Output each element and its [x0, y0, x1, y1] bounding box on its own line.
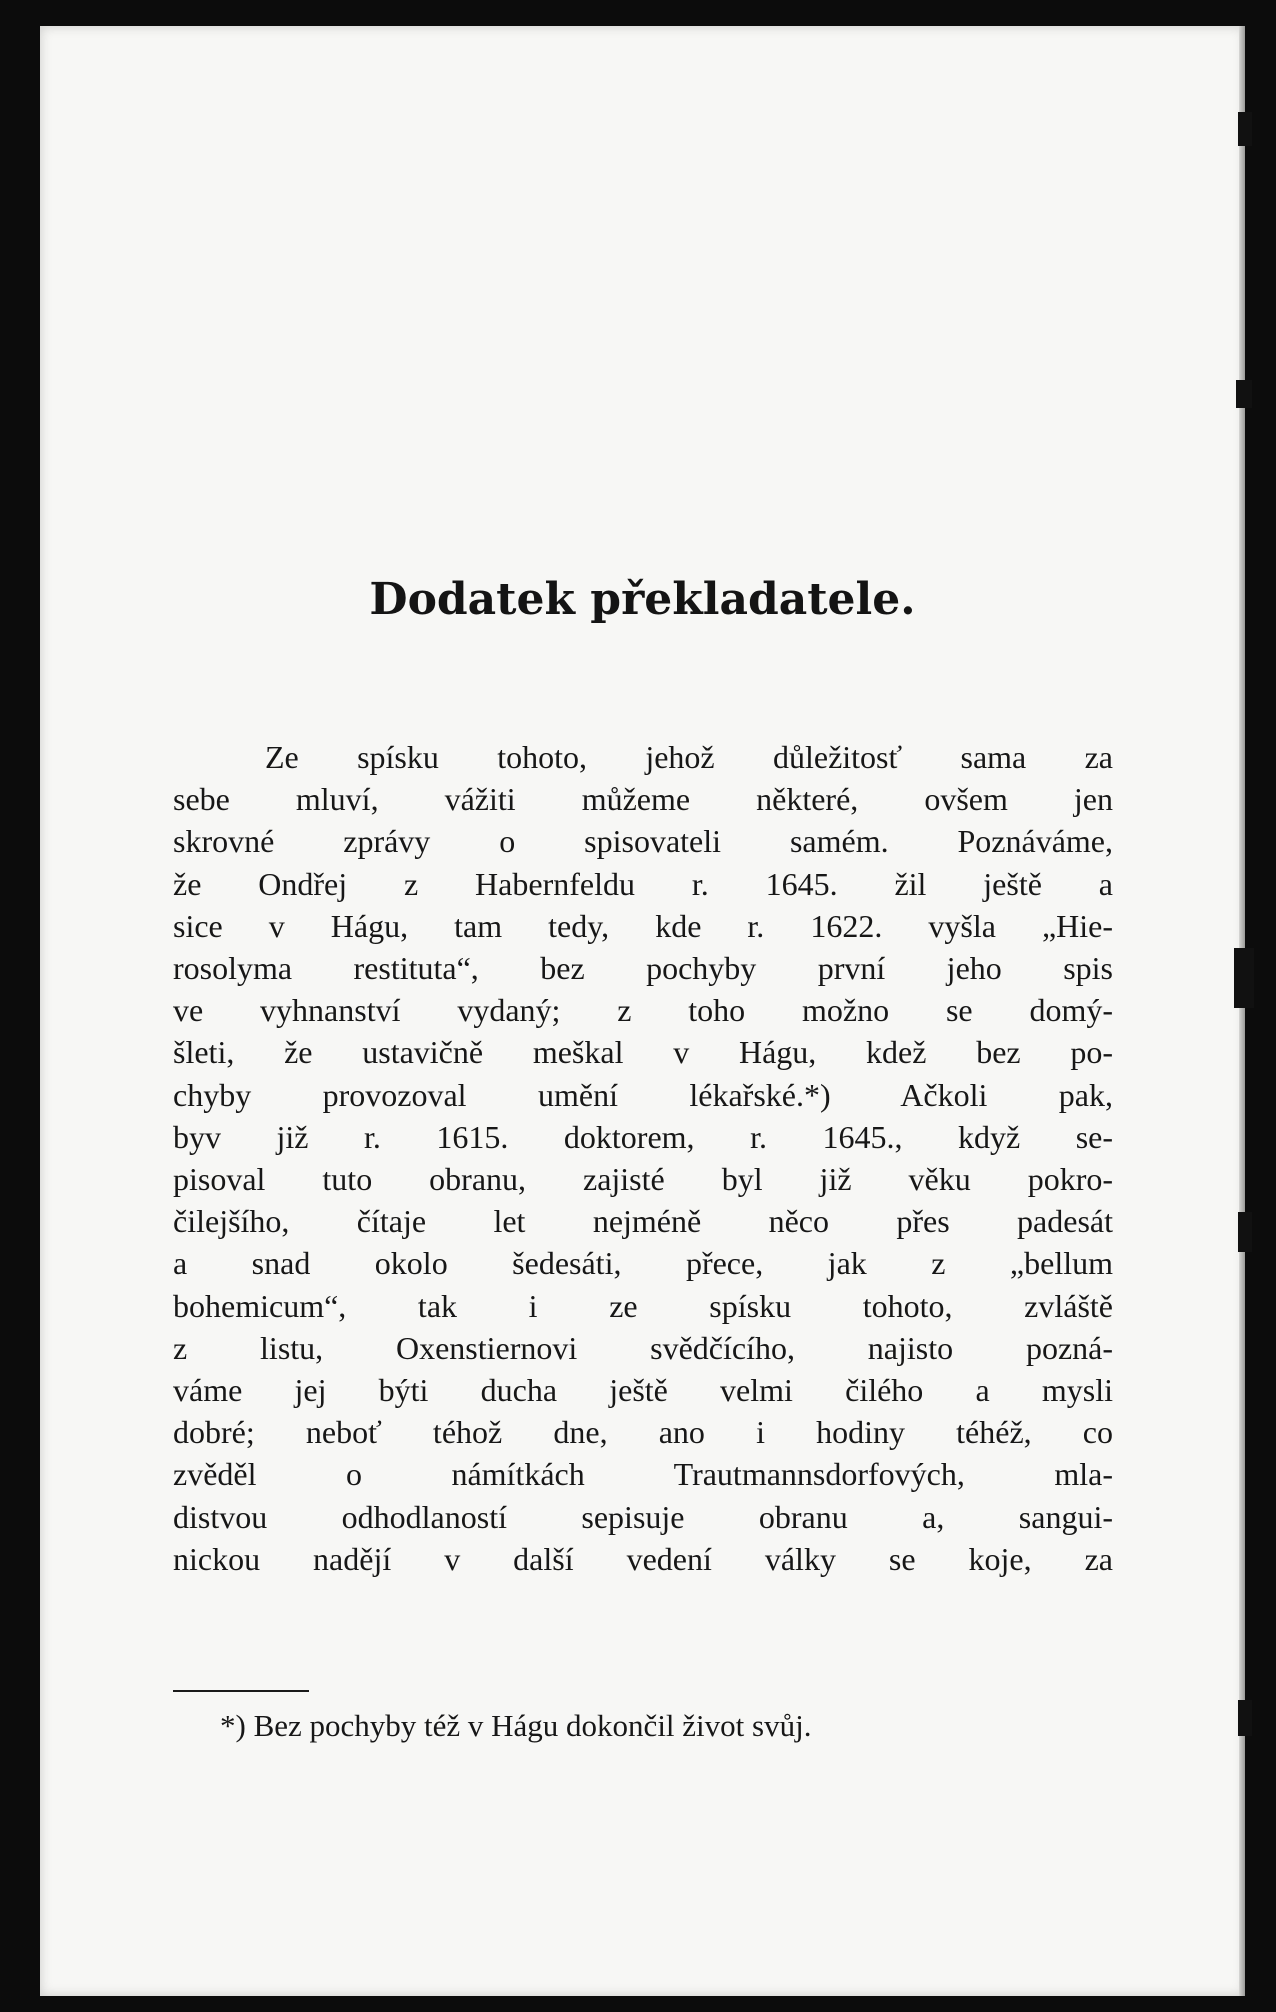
text-line: sice v Hágu, tam tedy, kde r. 1622. vyšla „Hie- — [173, 907, 1113, 944]
text-line: Ze spísku tohoto, jehož důležitosť sama za — [265, 739, 1113, 775]
scan-artifact — [1238, 1700, 1252, 1736]
text-line: z listu, Oxenstiernovi svědčícího, najisto pozná- — [173, 1329, 1113, 1366]
text-line: čilejšího, čítaje let nejméně něco přes padesát — [173, 1203, 1113, 1240]
text-line: rosolyma restituta“, bez pochyby první jeho spis — [173, 950, 1113, 987]
body-paragraph — [173, 736, 1113, 1580]
scan-artifact — [1234, 948, 1254, 1008]
text-line: bohemicum“, tak i ze spísku tohoto, zvláště — [173, 1287, 1113, 1324]
text-line: že Ondřej z Habernfeldu r. 1645. žil ještě a — [173, 865, 1113, 902]
scan-artifact — [1238, 112, 1252, 146]
text-line: sebe mluví, vážiti můžeme některé, ovšem jen — [173, 781, 1113, 818]
text-line: byv již r. 1615. doktorem, r. 1645., když se- — [173, 1118, 1113, 1155]
text-line: váme jej býti ducha ještě velmi čilého a mysli — [173, 1372, 1113, 1409]
text-line: dobré; neboť téhož dne, ano i hodiny téhéž, co — [173, 1414, 1113, 1451]
footnote-divider — [173, 1690, 309, 1692]
scan-artifact — [1236, 380, 1252, 408]
section-heading: Dodatek překladatele. — [369, 574, 916, 625]
text-line: ve vyhnanství vydaný; z toho možno se domý- — [173, 992, 1113, 1029]
text-line: nickou nadějí v další vedení války se koje, za — [173, 1540, 1113, 1577]
book-page — [40, 26, 1245, 1996]
text-line: chyby provozoval umění lékařské.*) Ačkoli pak, — [173, 1076, 1113, 1113]
text-line: šleti, že ustavičně meškal v Hágu, kdež bez po- — [173, 1034, 1113, 1071]
text-line: skrovné zprávy o spisovateli samém. Poznáváme, — [173, 823, 1113, 860]
scan-artifact — [1238, 1212, 1252, 1252]
text-line: pisoval tuto obranu, zajisté byl již věku pokro- — [173, 1161, 1113, 1198]
text-line: distvou odhodlaností sepisuje obranu a, sangui- — [173, 1498, 1113, 1535]
text-line: zvěděl o námítkách Trautmannsdorfových, mla- — [173, 1456, 1113, 1493]
text-line: a snad okolo šedesáti, přece, jak z „bellum — [173, 1245, 1113, 1282]
footnote: *) Bez pochyby též v Hágu dokončil život svůj. — [220, 1708, 812, 1743]
